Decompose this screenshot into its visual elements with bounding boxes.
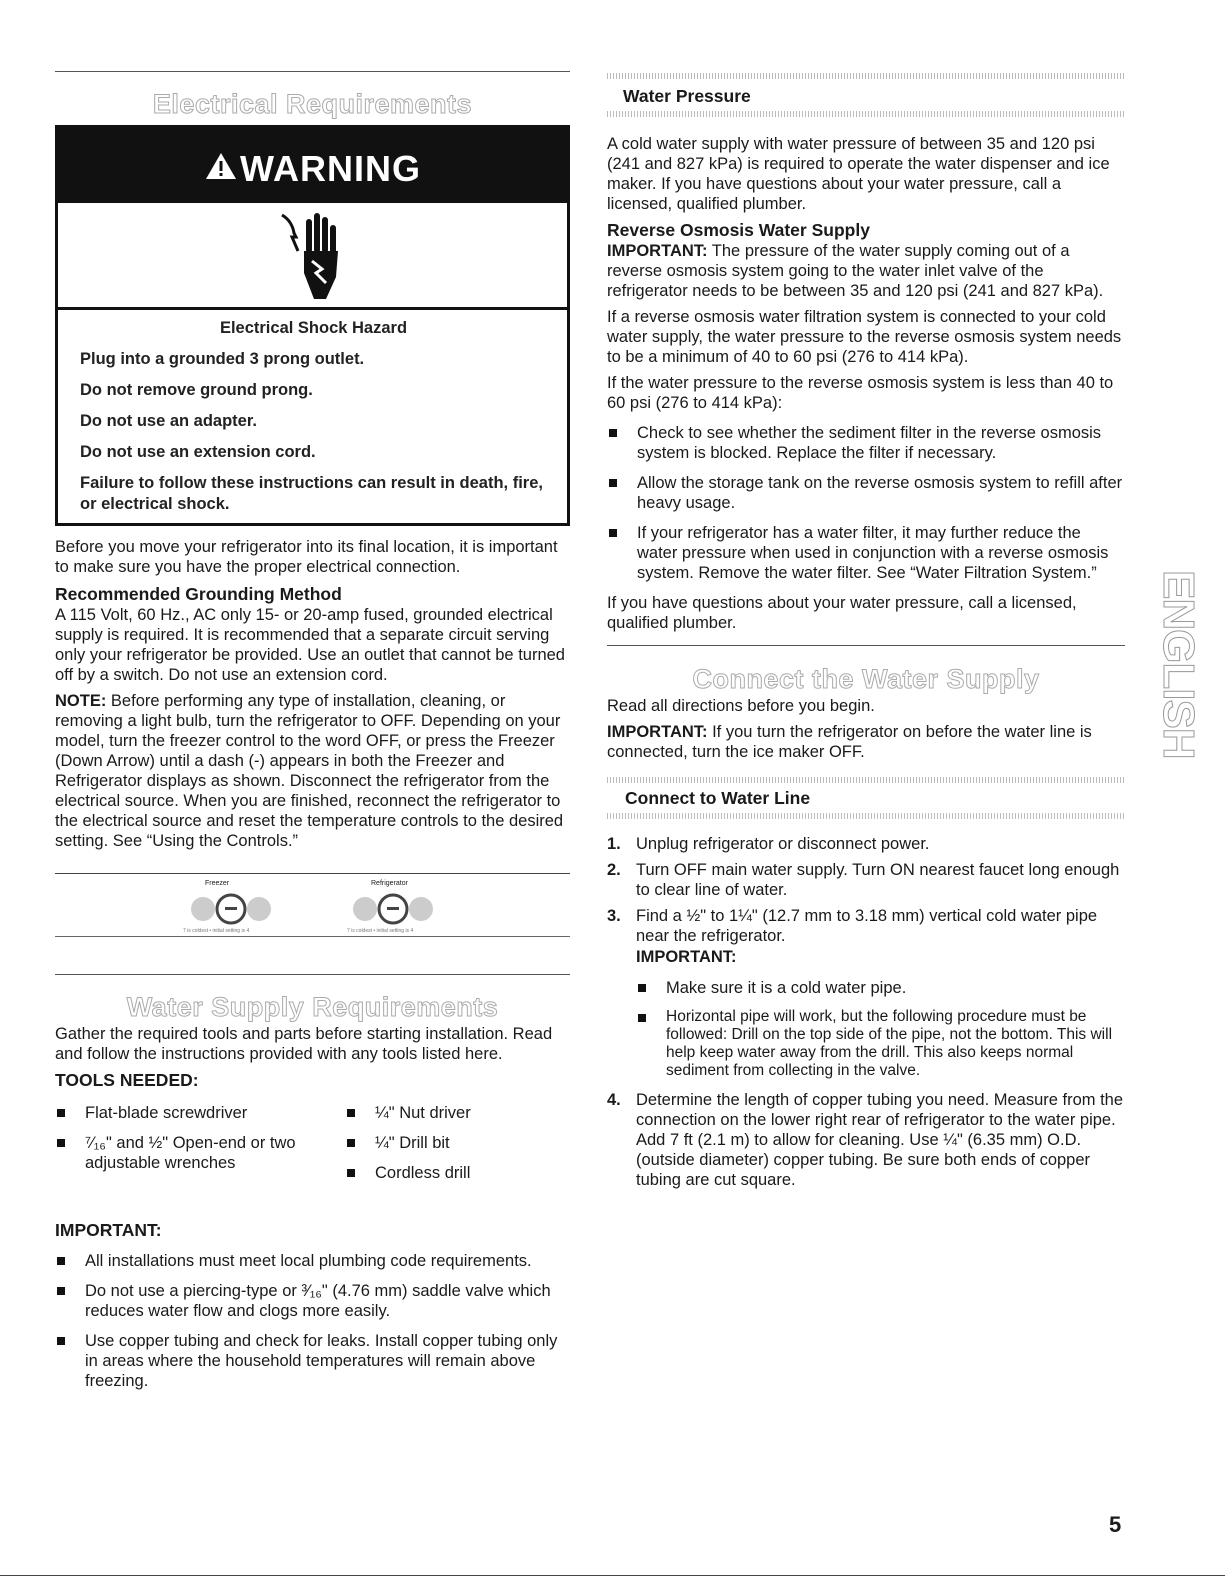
tool-item: ⁷⁄₁₆" and ½" Open-end or two adjustable wrenches: [55, 1133, 347, 1173]
warning-header: [58, 128, 567, 203]
control-display-diagram: [55, 873, 570, 942]
electrical-shock-hand-icon: [58, 203, 567, 310]
step-text: Unplug refrigerator or disconnect power.: [636, 835, 930, 853]
step3-important-heading: IMPORTANT:: [636, 948, 737, 966]
tool-item: Cordless drill: [345, 1163, 575, 1183]
important-item: Use copper tubing and check for leaks. Install copper tubing only in areas where the household temperatures will remain above freezing.: [55, 1331, 570, 1391]
warning-line: Do not remove ground prong.: [80, 381, 313, 399]
connect-water-supply-title: Connect the Water Supply: [692, 664, 1040, 694]
refrigerator-display-icon: [345, 892, 441, 931]
connect-water-line-heading: Connect to Water Line: [625, 788, 811, 808]
ro-paragraph: If you have questions about your water pressure, call a licensed, qualified plumber.: [607, 594, 1077, 632]
tool-item: ¼" Drill bit: [345, 1133, 575, 1153]
ro-list-item: Allow the storage tank on the reverse osmosis system to refill after heavy usage.: [607, 473, 1125, 513]
pressure-top-hatch: [607, 73, 1125, 79]
important-heading: IMPORTANT:: [55, 1220, 162, 1240]
note-label: NOTE:: [55, 692, 107, 710]
note-paragraph: [55, 691, 570, 851]
grounding-text: A 115 Volt, 60 Hz., AC only 15- or 20-amp fused, grounded electrical supply is required. It is recommended that a separate circuit serving only your refrigerator be provided. Use an outlet that cannot be turned off by a switch. Do not use an extension cord.: [55, 606, 565, 684]
connect-important-paragraph: [607, 722, 1125, 762]
step-item: [607, 1090, 1125, 1190]
bottom-rule: [0, 1575, 1225, 1576]
grounding-heading: Recommended Grounding Method: [55, 584, 342, 604]
page-number: 5: [1109, 1512, 1122, 1537]
warning-box: [55, 125, 570, 526]
freezer-display-icon: [183, 892, 279, 931]
note-text: Before performing any type of installation, cleaning, or removing a light bulb, turn the refrigerator to OFF. Depending on your model, turn the freezer control to the word OFF, or press the Freezer (Down Arrow) until a dash (-) appears in both the Freezer and Refrigerator displays as shown. Disconnect the refrigerator from the electrical source. When you are finished, reconnect the refrigerator to the electrical source and reset the temperature controls to the desired setting. See “Using the Controls.”: [55, 692, 564, 850]
tools-list: [55, 1103, 570, 1219]
tool-item: ¼" Nut driver: [345, 1103, 575, 1123]
step-number: 4.: [607, 1091, 621, 1109]
step-number: 2.: [607, 861, 621, 879]
language-sidebar: [1150, 570, 1208, 760]
warning-line: Do not use an extension cord.: [80, 443, 316, 461]
refrigerator-label: Refrigerator: [371, 880, 408, 887]
tools-heading: TOOLS NEEDED:: [55, 1070, 199, 1090]
step-number: 3.: [607, 907, 621, 925]
water-pressure-heading: Water Pressure: [623, 86, 751, 106]
ro-important-label: IMPORTANT:: [607, 242, 708, 260]
step-text: Find a ½" to 1¼" (12.7 mm to 3.18 mm) vertical cold water pipe near the refrigerator.: [636, 907, 1098, 945]
water-section-rule: [55, 974, 570, 975]
ro-list-item: Check to see whether the sediment filter in the reverse osmosis system is blocked. Replace the filter if necessary.: [607, 423, 1125, 463]
warning-triangle-icon: [204, 131, 238, 206]
line-bottom-hatch: [607, 813, 1125, 819]
step3-item: Make sure it is a cold water pipe.: [636, 978, 1125, 998]
sidebar-language-label: ENGLISH: [1154, 570, 1203, 759]
step-item: [607, 860, 1125, 900]
top-rule: [55, 71, 570, 72]
ro-paragraph: If the water pressure to the reverse osmosis system is less than 40 to 60 psi (276 to 414 kPa):: [607, 374, 1114, 412]
freezer-caption: 7 is coldest • initial setting is 4: [183, 928, 250, 934]
pressure-bottom-hatch: [607, 111, 1125, 117]
line-top-hatch: [607, 777, 1125, 783]
electrical-intro: Before you move your refrigerator into its final location, it is important to make sure you have the proper electrical connection.: [55, 538, 558, 576]
freezer-label: Freezer: [205, 880, 230, 887]
step-text: Turn OFF main water supply. Turn ON nearest faucet long enough to clear line of water.: [636, 861, 1120, 899]
ro-list-item: If your refrigerator has a water filter, it may further reduce the water pressure when used in conjunction with a reverse osmosis system. Remove the water filter. See “Water Filtration System.”: [607, 523, 1125, 583]
step-item: [607, 834, 1125, 854]
left-column: [55, 0, 570, 1391]
step-text: Determine the length of copper tubing you need. Measure from the connection on the lower right rear of refrigerator to the water pipe. Add 7 ft (2.1 m) to allow for cleaning. Use ¼" (6.35 mm) O.D. (outside diameter) copper tubing. Be sure both ends of copper tubing are cut square.: [636, 1091, 1124, 1189]
electrical-requirements-title: Electrical Requirements: [152, 89, 473, 119]
connect-section-rule: [607, 645, 1125, 646]
tool-item: Flat-blade screwdriver: [55, 1103, 347, 1123]
ro-important-paragraph: [607, 241, 1125, 301]
warning-body: [58, 310, 567, 523]
warning-line: Do not use an adapter.: [80, 412, 257, 430]
warning-heading: WARNING: [240, 147, 421, 189]
water-supply-requirements-title: Water Supply Requirements: [126, 992, 499, 1022]
important-item: All installations must meet local plumbing code requirements.: [55, 1251, 570, 1271]
warning-line: Failure to follow these instructions can result in death, fire, or electrical shock.: [80, 474, 543, 513]
connect-important-text: If you turn the refrigerator on before the water line is connected, turn the ice maker OFF.: [607, 723, 1092, 761]
ro-paragraph: If a reverse osmosis water filtration system is connected to your cold water supply, the water pressure to the reverse osmosis system needs to be a minimum of 40 to 60 psi (276 to 414 kPa).: [607, 308, 1122, 366]
important-item: Do not use a piercing-type or ³⁄₁₆" (4.76 mm) saddle valve which reduces water flow and clogs more easily.: [55, 1281, 570, 1321]
water-pressure-text: A cold water supply with water pressure of between 35 and 120 psi (241 and 827 kPa) is required to operate the water dispenser and ice maker. If you have questions about your water pressure, call a licensed, qualified plumber.: [607, 135, 1110, 213]
ro-important-text: The pressure of the water supply coming out of a reverse osmosis system going to the water inlet valve of the refrigerator needs to be between 35 and 120 psi (241 and 827 kPa).: [607, 242, 1104, 300]
refrigerator-caption: 7 is coldest • initial setting is 4: [347, 928, 414, 934]
water-intro: Gather the required tools and parts before starting installation. Read and follow the instructions provided with any tools listed here.: [55, 1025, 553, 1063]
warning-title: Electrical Shock Hazard: [219, 319, 408, 337]
connect-important-label: IMPORTANT:: [607, 723, 708, 741]
connect-paragraph: Read all directions before you begin.: [607, 697, 875, 715]
step-item: [607, 906, 1125, 946]
right-column: [607, 0, 1125, 1190]
diagram-bottom-rule: [55, 936, 570, 937]
warning-line: Plug into a grounded 3 prong outlet.: [80, 350, 365, 368]
step3-item: Horizontal pipe will work, but the following procedure must be followed: Drill on the top side of the pipe, not the bottom. This will help keep water away from the drill. This also keeps normal sediment from collecting in the valve.: [636, 1008, 1125, 1080]
reverse-osmosis-heading: Reverse Osmosis Water Supply: [607, 220, 870, 240]
step-number: 1.: [607, 835, 621, 853]
